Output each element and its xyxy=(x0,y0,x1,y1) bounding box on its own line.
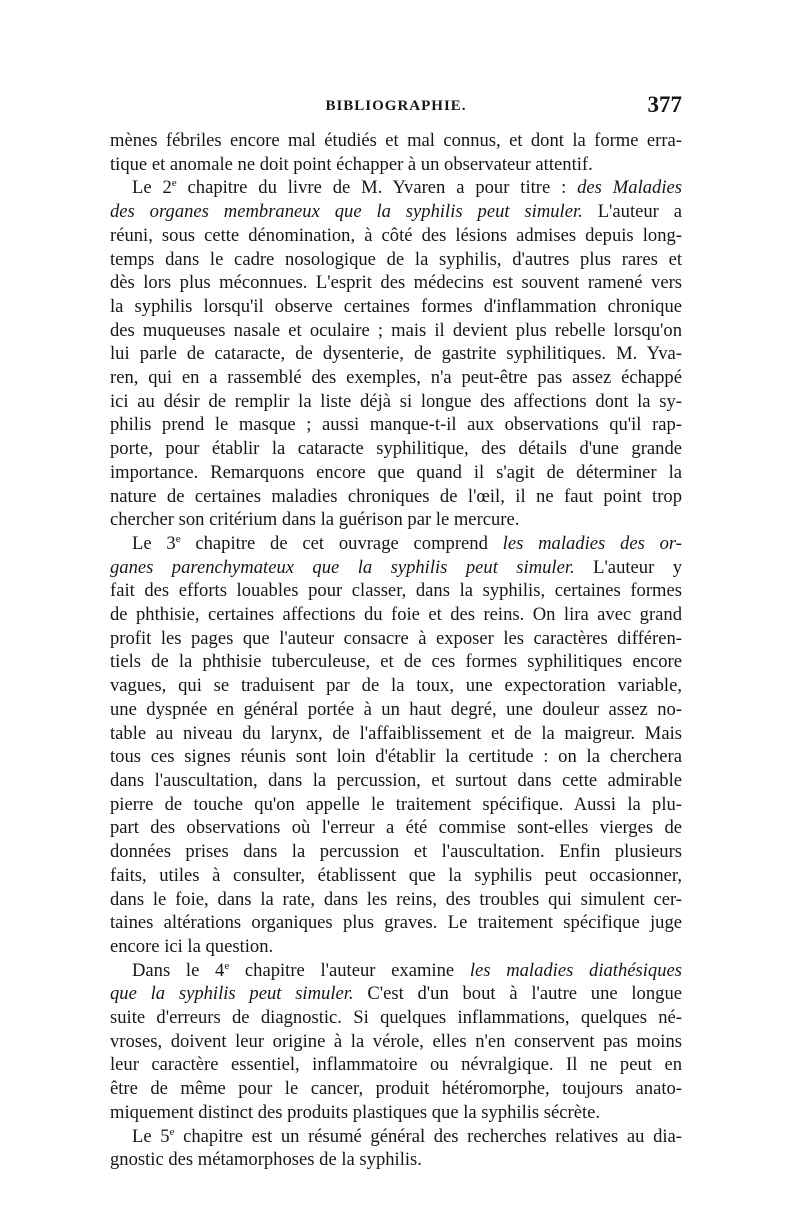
text-line xyxy=(110,793,682,817)
text-line xyxy=(110,556,682,580)
text-line xyxy=(110,271,682,295)
paragraph xyxy=(110,532,682,959)
text-run: des muqueuses nasale et oculaire ; mais il devient plus rebelle lorsqu'on xyxy=(110,319,682,341)
paragraph xyxy=(110,129,682,176)
text-run: L'auteur a xyxy=(582,201,682,223)
text-line xyxy=(110,342,682,366)
text-run: ici au désir de remplir la liste déjà si longue des affections dont la sy- xyxy=(110,390,682,412)
text-line xyxy=(110,366,682,390)
text-run: chapitre l'auteur examine xyxy=(229,959,470,981)
paragraph xyxy=(110,176,682,532)
text-run: Le 3 xyxy=(132,532,176,554)
body-text xyxy=(110,129,682,1172)
text-run: porte, pour établir la cataracte syphilitique, des détails d'une grande xyxy=(110,438,682,460)
text-run: faits, utiles à consulter, établissent que la syphilis peut occasionner, xyxy=(110,864,682,886)
running-title: BIBLIOGRAPHIE. xyxy=(325,98,467,114)
text-line xyxy=(110,888,682,912)
text-run: tiels de la phthisie tuberculeuse, et de ces formes syphilitiques encore xyxy=(110,651,682,673)
text-line xyxy=(110,1101,682,1125)
text-run: tique et anomale ne doit point échapper à un observateur attentif. xyxy=(110,153,593,175)
text-line xyxy=(110,745,682,769)
paragraph xyxy=(110,959,682,1125)
text-run: réuni, sous cette dénomination, à côté des lésions admises depuis long- xyxy=(110,224,682,246)
text-line xyxy=(110,413,682,437)
text-line xyxy=(110,816,682,840)
text-line xyxy=(110,650,682,674)
ordinal-suffix: e xyxy=(169,1125,175,1138)
text-line xyxy=(110,390,682,414)
text-line xyxy=(110,1006,682,1030)
text-run: être de même pour le cancer, produit hétéromorphe, toujours anato- xyxy=(110,1078,682,1100)
text-line xyxy=(110,864,682,888)
text-run: chapitre est un résumé général des recherches relatives au dia- xyxy=(174,1125,682,1147)
text-run: philis prend le masque ; aussi manque-t-il aux observations qu'il rap- xyxy=(110,414,682,436)
text-run: profit les pages que l'auteur consacre à exposer les caractères différen- xyxy=(110,627,682,649)
page-number: 377 xyxy=(647,92,682,117)
text-line xyxy=(110,532,682,556)
text-line xyxy=(110,485,682,509)
text-run: la syphilis lorsqu'il observe certaines formes d'inflammation chronique xyxy=(110,295,682,317)
text-line xyxy=(110,935,682,959)
text-line xyxy=(110,911,682,935)
text-line xyxy=(110,769,682,793)
text-run: temps dans le cadre nosologique de la syphilis, d'autres plus rares et xyxy=(110,248,682,270)
text-run: ren, qui en a rassemblé des exemples, n'a peut-être pas assez échappé xyxy=(110,367,682,389)
text-run: table au niveau du larynx, de l'affaiblissement et de la maigreur. Mais xyxy=(110,722,682,744)
ordinal-suffix: e xyxy=(171,177,177,190)
text-line xyxy=(110,840,682,864)
text-line xyxy=(110,1125,682,1149)
text-run: nature de certaines maladies chroniques de l'œil, il ne faut point trop xyxy=(110,485,682,507)
text-line xyxy=(110,129,682,153)
text-run: dans l'auscultation, dans la percussion, et surtout dans cette admirable xyxy=(110,769,682,791)
text-run: suite d'erreurs de diagnostic. Si quelques inflammations, quelques né- xyxy=(110,1007,682,1029)
italic-title: des organes membraneux que la syphilis peut simuler. xyxy=(110,201,583,223)
text-line xyxy=(110,698,682,722)
text-run: pierre de touche qu'on appelle le traitement spécifique. Aussi la plu- xyxy=(110,793,682,815)
italic-title: les maladies diathésiques xyxy=(469,959,682,981)
text-line xyxy=(110,508,682,532)
text-run: miquement distinct des produits plastiques que la syphilis sécrète. xyxy=(110,1101,601,1123)
text-run: chercher son critérium dans la guérison par le mercure. xyxy=(110,509,520,531)
italic-title: ganes parenchymateux que la syphilis peut simuler. xyxy=(110,556,575,578)
italic-title: que la syphilis peut simuler. xyxy=(110,983,354,1005)
text-line xyxy=(110,959,682,983)
text-run: Le 5 xyxy=(132,1125,170,1147)
text-line xyxy=(110,295,682,319)
text-run: tous ces signes réunis sont loin d'établir la certitude : on la cherchera xyxy=(110,746,682,768)
text-line xyxy=(110,319,682,343)
text-run: L'auteur y xyxy=(574,556,682,578)
text-run: lui parle de cataracte, de dysenterie, de gastrite syphilitiques. M. Yva- xyxy=(110,343,682,365)
italic-title: les maladies des or- xyxy=(502,532,682,554)
text-run: fait des efforts louables pour classer, dans la syphilis, certaines formes xyxy=(110,580,682,602)
text-run: vroses, doivent leur origine à la vérole, elles n'en conservent pas moins xyxy=(110,1030,682,1052)
text-run: Le 2 xyxy=(132,177,172,199)
text-line xyxy=(110,200,682,224)
paragraph xyxy=(110,1125,682,1172)
page-header xyxy=(110,92,682,128)
text-run: dès lors plus méconnues. L'esprit des médecins est souvent ramené vers xyxy=(110,272,682,294)
text-run: de phthisie, certaines affections du foie et des reins. On lira avec grand xyxy=(110,604,682,626)
text-run: C'est d'un bout à l'autre une longue xyxy=(353,983,682,1005)
text-line xyxy=(110,627,682,651)
text-run: encore ici la question. xyxy=(110,935,274,957)
text-run: vagues, qui se traduisent par de la toux, une expectoration variable, xyxy=(110,675,682,697)
text-run: une dyspnée en général portée à un haut degré, une douleur assez no- xyxy=(110,698,682,720)
text-line xyxy=(110,224,682,248)
text-run: Dans le 4 xyxy=(132,959,225,981)
text-run: dans le foie, dans la rate, dans les reins, des troubles qui simulent cer- xyxy=(110,888,682,910)
italic-title: des Maladies xyxy=(577,177,682,199)
text-line xyxy=(110,248,682,272)
text-line xyxy=(110,579,682,603)
text-line xyxy=(110,674,682,698)
text-run: chapitre de cet ouvrage comprend xyxy=(180,532,503,554)
text-line xyxy=(110,176,682,200)
text-line xyxy=(110,1077,682,1101)
text-line xyxy=(110,603,682,627)
text-run: données prises dans la percussion et l'auscultation. Enfin plusieurs xyxy=(110,841,682,863)
ordinal-suffix: e xyxy=(224,959,230,972)
text-run: taines altérations organiques plus graves. Le traitement spécifique juge xyxy=(110,912,682,934)
text-line xyxy=(110,437,682,461)
text-run: chapitre du livre de M. Yvaren a pour titre : xyxy=(176,177,578,199)
text-run: leur caractère essentiel, inflammatoire ou névralgique. Il ne peut en xyxy=(110,1054,682,1076)
text-line xyxy=(110,1148,682,1172)
text-run: importance. Remarquons encore que quand il s'agit de déterminer la xyxy=(110,461,682,483)
text-line xyxy=(110,982,682,1006)
text-run: gnostic des métamorphoses de la syphilis. xyxy=(110,1149,422,1171)
text-run: mènes fébriles encore mal étudiés et mal connus, et dont la forme erra- xyxy=(110,130,682,151)
text-line xyxy=(110,153,682,177)
text-line xyxy=(110,1030,682,1054)
text-line xyxy=(110,722,682,746)
text-line xyxy=(110,1053,682,1077)
text-run: part des observations où l'erreur a été commise sont-elles vierges de xyxy=(110,817,682,839)
ordinal-suffix: e xyxy=(175,532,181,545)
text-line xyxy=(110,461,682,485)
